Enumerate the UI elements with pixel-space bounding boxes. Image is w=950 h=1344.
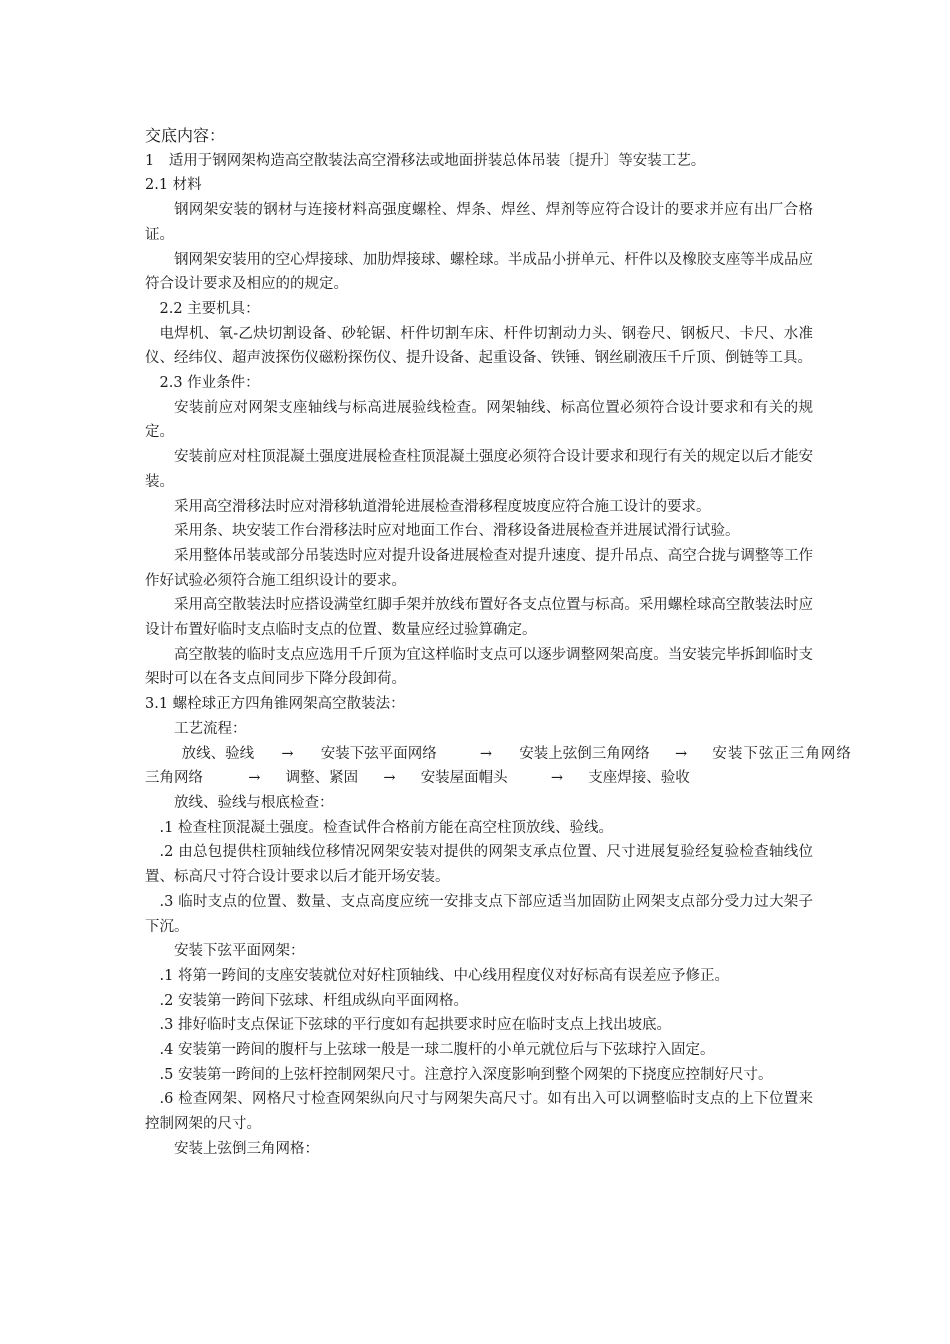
upper-chord-heading: 安装上弦倒三角网格： <box>174 1140 319 1157</box>
stakeout-heading: 放线、验线与根底检查： <box>174 794 334 811</box>
flow-arrow: → <box>479 745 493 762</box>
flow-step-3: 安装上弦倒三角网络 <box>519 745 650 762</box>
flow-arrow: → <box>281 745 294 762</box>
conditions-para-3: 采用高空滑移法时应对滑移轨道滑轮进展检查滑移程度坡度应符合施工设计的要求。 <box>174 498 711 515</box>
process-flow-line-2 <box>145 766 813 791</box>
flow-step-5: 调整、紧固 <box>285 770 359 787</box>
flow-step-7: 支座焊接、验收 <box>588 770 690 787</box>
lower-chord-item-5: .5 安装第一跨间的上弦杆控制网架尺寸。注意拧入深度影响到整个网架的下挠度应控制好尺寸。 <box>159 1066 773 1083</box>
section-2-2-heading: 2.2 主要机具： <box>159 300 260 317</box>
doc-title: 交底内容： <box>145 126 226 145</box>
section-2-3-heading: 2.3 作业条件： <box>159 375 260 392</box>
flow-step-1: 放线、验线 <box>181 745 255 762</box>
flow-arrow: → <box>383 770 396 787</box>
flow-arrow: → <box>248 770 261 787</box>
conditions-para-6: 采用高空散装法时应搭设满堂红脚手架并放线布置好各支点位置与标高。采用螺栓球高空散装法时应设计布置好临时支点临时支点的位置、数量应经过验算确定。 <box>145 597 813 639</box>
conditions-para-7: 高空散装的临时支点应选用千斤顶为宜这样临时支点可以逐步调整网架高度。当安装完毕拆卸临时支架时可以在各支点间同步下降分段卸荷。 <box>145 646 813 688</box>
process-flow-line-1 <box>145 742 852 767</box>
flow-arrow: → <box>675 745 688 762</box>
materials-para-1: 钢网架安装的钢材与连接材料高强度螺栓、焊条、焊丝、焊剂等应符合设计的要求并应有出厂合格证。 <box>145 202 813 243</box>
lower-chord-item-3: .3 排好临时支点保证下弦球的平行度如有起拱要求时应在临时支点上找出坡底。 <box>159 1017 671 1034</box>
flow-step-6: 安装屋面帽头 <box>420 770 508 787</box>
lower-chord-item-4: .4 安装第一跨间的腹杆与上弦球一般是一球二腹杆的小单元就位后与下弦球拧入固定。 <box>159 1042 715 1059</box>
lower-chord-item-6: .6 检查网架、网格尺寸检查网架纵向尺寸与网架失高尺寸。如有出入可以调整临时支点的上下位置来控制网架的尺寸。 <box>145 1091 813 1133</box>
document-body <box>145 124 852 1162</box>
flow-step-4: 安装下弦正三角网络 <box>712 745 852 762</box>
stakeout-item-1: .1 检查柱顶混凝土强度。检查试件合格前方能在高空柱顶放线、验线。 <box>159 819 613 836</box>
lower-chord-heading: 安装下弦平面网架： <box>174 943 305 960</box>
conditions-para-4: 采用条、块安装工作台滑移法时应对地面工作台、滑移设备进展检查并进展试滑行试验。 <box>174 523 740 540</box>
conditions-para-1: 安装前应对网架支座轴线与标高进展验线检查。网架轴线、标高位置必须符合设计要求和有关的规定。 <box>145 399 813 441</box>
stakeout-item-3: .3 临时支点的位置、数量、支点高度应统一安排支点下部应适当加固防止网架支点部分受力过大架子下沉。 <box>145 893 813 935</box>
scope-line: 1 适用于钢网架构造高空散装法高空滑移法或地面拼装总体吊装〔提升〕等安装工艺。 <box>145 152 706 169</box>
flow-step-2: 安装下弦平面网络 <box>320 745 437 762</box>
flow-step-4-cont: 三角网络 <box>145 770 203 787</box>
stakeout-item-2: .2 由总包提供柱顶轴线位移情况网架安装对提供的网架支承点位置、尺寸进展复验经复验检查轴线位置、标高尺寸符合设计要求以后才能开场安装。 <box>145 844 813 886</box>
process-flow-heading: 工艺流程： <box>174 720 247 737</box>
conditions-para-5: 采用整体吊装或部分吊装迭时应对提升设备进展检查对提升速度、提升吊点、高空合拢与调整等工作作好试验必须符合施工组织设计的要求。 <box>145 547 813 589</box>
conditions-para-2: 安装前应对柱顶混凝土强度进展检查柱顶混凝土强度必须符合设计要求和现行有关的规定以后才能安装。 <box>145 449 813 490</box>
section-2-1-heading: 2.1 材料 <box>145 177 202 194</box>
lower-chord-item-1: .1 将第一跨间的支座安装就位对好柱顶轴线、中心线用程度仪对好标高有误差应予修正。 <box>159 967 729 984</box>
materials-para-2: 钢网架安装用的空心焊接球、加肋焊接球、螺栓球。半成品小拼单元、杆件以及橡胶支座等半成品应符合设计要求及相应的的规定。 <box>145 251 813 293</box>
process-flow <box>145 742 852 791</box>
section-3-1-heading: 3.1 螺栓球正方四角锥网架高空散装法： <box>145 696 405 713</box>
tools-para: 电焊机、氧-乙炔切割设备、砂轮锯、杆件切割车床、杆件切割动力头、钢卷尺、钢板尺、卡尺、水准仪、经纬仪、超声波探伤仪磁粉探伤仪、提升设备、起重设备、铁锤、钢丝刷液压千斤顶、倒链等工具。 <box>145 325 813 367</box>
lower-chord-item-2: .2 安装第一跨间下弦球、杆组成纵向平面网格。 <box>159 992 468 1009</box>
flow-arrow: → <box>550 770 564 787</box>
